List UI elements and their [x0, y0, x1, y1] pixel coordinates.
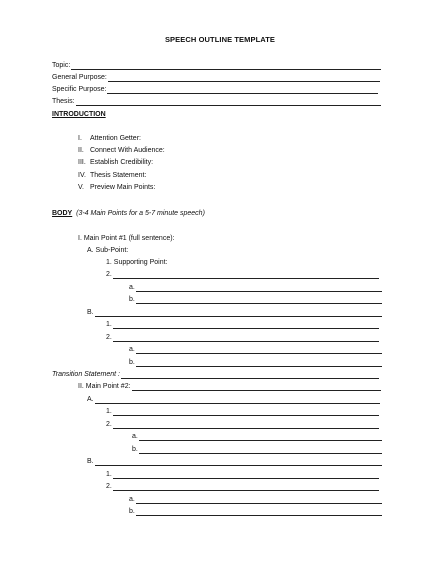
- page-title: SPEECH OUTLINE TEMPLATE: [164, 35, 276, 44]
- supporting-point-2: [106, 270, 379, 279]
- point-blank[interactable]: [113, 421, 379, 429]
- point-label: b.: [129, 508, 135, 515]
- main-point-2: [78, 382, 381, 391]
- point-label: a.: [129, 284, 135, 291]
- point-label: b.: [129, 296, 135, 303]
- detail-a: [129, 495, 382, 504]
- topic-blank[interactable]: [71, 62, 381, 70]
- point-blank[interactable]: [113, 471, 379, 479]
- specific-purpose-label: Specific Purpose:: [52, 86, 107, 93]
- point-blank[interactable]: [136, 296, 382, 304]
- point-label: 1.: [106, 471, 112, 478]
- thesis-label: Thesis:: [52, 98, 75, 105]
- thesis-blank[interactable]: [76, 98, 381, 106]
- point-label: 2.: [106, 271, 112, 278]
- point-label: a.: [129, 496, 135, 503]
- main-point-2-blank[interactable]: [132, 383, 381, 391]
- point-blank[interactable]: [139, 446, 382, 454]
- point-blank[interactable]: [113, 334, 379, 342]
- sub-point-b2: [87, 457, 382, 466]
- point-label: A.: [87, 396, 94, 403]
- intro-item: [78, 146, 165, 155]
- intro-item-num: II.: [78, 147, 84, 154]
- intro-item: [78, 171, 146, 180]
- supporting-point-2b: [106, 333, 379, 342]
- point-blank[interactable]: [95, 458, 382, 466]
- intro-item-num: IV.: [78, 172, 86, 179]
- detail-a: [129, 345, 382, 354]
- supporting-point-2d: [106, 482, 379, 491]
- detail-b: [129, 358, 382, 367]
- point-label: b.: [132, 446, 138, 453]
- main-point-1: I. Main Point #1 (full sentence):: [78, 235, 175, 242]
- intro-item-num: V.: [78, 184, 84, 191]
- specific-purpose-field: [52, 85, 378, 94]
- detail-b: [132, 445, 382, 454]
- general-purpose-label: General Purpose:: [52, 74, 107, 81]
- point-blank[interactable]: [139, 433, 382, 441]
- point-blank[interactable]: [136, 359, 382, 367]
- intro-item-label: Preview Main Points:: [90, 184, 156, 191]
- point-blank[interactable]: [113, 321, 379, 329]
- transition-label: Transition Statement :: [52, 371, 120, 378]
- point-label: b.: [129, 359, 135, 366]
- intro-item-label: Thesis Statement:: [90, 172, 147, 179]
- point-blank[interactable]: [136, 284, 382, 292]
- intro-item-label: Attention Getter:: [90, 135, 141, 142]
- intro-item-label: Connect With Audience:: [90, 147, 165, 154]
- point-blank[interactable]: [136, 346, 382, 354]
- intro-item-num: I.: [78, 135, 82, 142]
- point-blank[interactable]: [95, 396, 380, 404]
- point-label: B.: [87, 458, 94, 465]
- point-label: 1.: [106, 321, 112, 328]
- supporting-point-1d: [106, 470, 379, 479]
- detail-b: [129, 295, 382, 304]
- sub-point-a: A. Sub-Point:: [87, 247, 129, 254]
- supporting-point-1c: [106, 407, 379, 416]
- point-label: 1.: [106, 408, 112, 415]
- point-label: B.: [87, 309, 94, 316]
- thesis-field: [52, 97, 381, 106]
- general-purpose-blank[interactable]: [108, 74, 380, 82]
- intro-item: [78, 158, 153, 167]
- detail-a: [129, 283, 382, 292]
- point-blank[interactable]: [95, 309, 382, 317]
- point-blank[interactable]: [136, 508, 382, 516]
- sub-point-b: [87, 308, 382, 317]
- point-label: a.: [132, 433, 138, 440]
- transition-blank[interactable]: [121, 371, 379, 379]
- introduction-heading: INTRODUCTION: [52, 111, 106, 118]
- intro-item-num: III.: [78, 159, 86, 166]
- point-label: 2.: [106, 334, 112, 341]
- point-blank[interactable]: [136, 496, 382, 504]
- intro-item-label: Establish Credibility:: [90, 159, 154, 166]
- detail-a: [132, 432, 382, 441]
- body-note: (3-4 Main Points for a 5-7 minute speech): [76, 210, 205, 217]
- supporting-point-1b: [106, 320, 379, 329]
- transition-statement: [52, 370, 379, 379]
- specific-purpose-blank[interactable]: [107, 86, 378, 94]
- body-heading: BODY: [52, 210, 73, 217]
- body-heading-row: [52, 209, 205, 218]
- point-label: a.: [129, 346, 135, 353]
- point-blank[interactable]: [113, 483, 379, 491]
- topic-field: [52, 61, 381, 70]
- point-label: 2.: [106, 421, 112, 428]
- general-purpose-field: [52, 73, 380, 82]
- intro-item: [78, 134, 141, 143]
- point-blank[interactable]: [113, 408, 379, 416]
- point-blank[interactable]: [113, 271, 379, 279]
- supporting-point-1: 1. Supporting Point:: [106, 259, 168, 266]
- supporting-point-2c: [106, 420, 379, 429]
- topic-label: Topic:: [52, 62, 71, 69]
- detail-b: [129, 507, 382, 516]
- sub-point-a2: [87, 395, 380, 404]
- intro-item: [78, 183, 155, 192]
- main-point-2-label: II. Main Point #2:: [78, 383, 131, 390]
- point-label: 2.: [106, 483, 112, 490]
